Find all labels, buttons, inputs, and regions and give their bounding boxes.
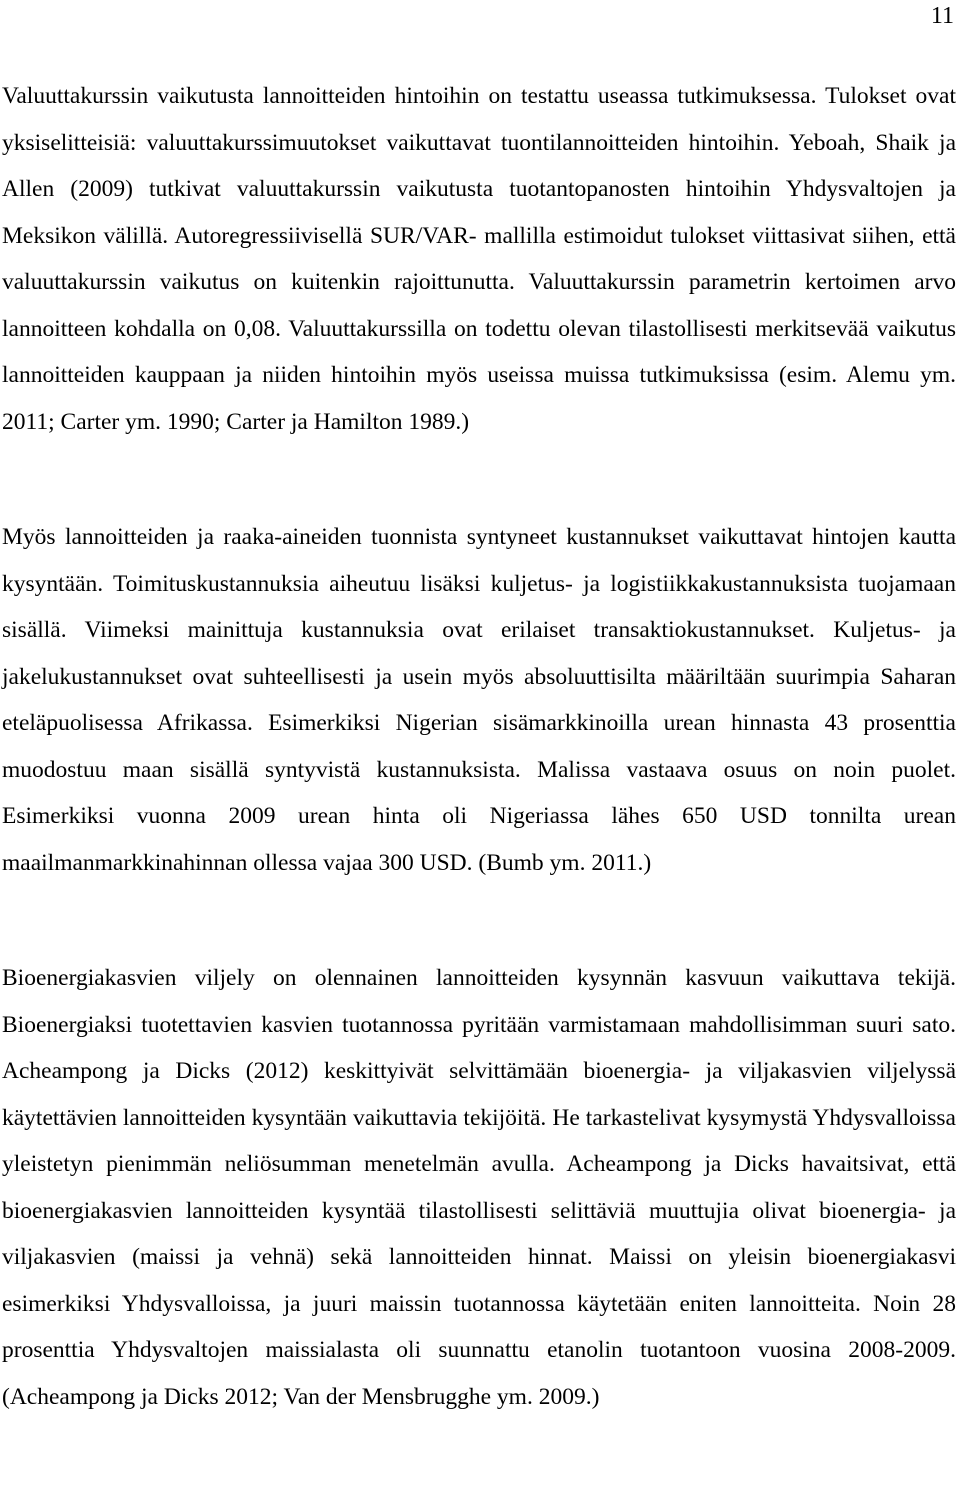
paragraph-bioenergy-crops: Bioenergiakasvien viljely on olennainen lannoitteiden kysynnän kasvuun vaikuttava tekijä. Bioenergiaksi tuotettavien kasvien tuotannossa pyritään varmistamaan mahdollisimman suuri sato. Acheampong ja Dicks (2012) keskittyivät selvittämään bioenergia- ja viljakasvien viljelyssä käytettävien lannoitteiden kysyntään vaikuttavia tekijöitä. He tarkastelivat kysymystä Yhdysvalloissa yleistetyn pienimmän neliösumman menetelmän avulla. Acheampong ja Dicks havaitsivat, että bioenergiakasvien lannoitteiden kysyntää tilastollisesti selittäviä muuttujia olivat bioenergia- ja viljakasvien (maissi ja vehnä) sekä lannoitteiden hinnat. Maissi on yleisin bioenergiakasvi esimerkiksi Yhdysvalloissa, ja juuri maissin tuotannossa käytetään eniten lannoitteita. Noin 28 prosenttia Yhdysvaltojen maissialasta oli suunnattu etanolin tuotantoon vuosina 2008-2009. (Acheampong ja Dicks 2012; Van der Mensbrugghe ym. 2009.) [2, 965, 956, 1410]
paragraph-exchange-rate: Valuuttakurssin vaikutusta lannoitteiden hintoihin on testattu useassa tutkimuksessa. Tulokset ovat yksiselitteisiä: valuuttakurssimuutokset vaikuttavat tuontilannoitteiden hintoihin. Yeboah, Shaik ja Allen (2009) tutkivat valuuttakurssin vaikutusta tuotantopanosten hintoihin Yhdysvaltojen ja Meksikon välillä. Autoregressiivisellä SUR/VAR- mallilla estimoidut tulokset viittasivat siihen, että valuuttakurssin vaikutus on kuitenkin rajoittunutta. Valuuttakurssin parametrin kertoimen arvo lannoitteen kohdalla on 0,08. Valuuttakurssilla on todettu olevan tilastollisesti merkitsevää vaikutus lannoitteiden kauppaan ja niiden hintoihin myös useissa muissa tutkimuksissa (esim. Alemu ym. 2011; Carter ym. 1990; Carter ja Hamilton 1989.) [2, 83, 956, 435]
page-number: 11 [930, 3, 954, 29]
paragraph-import-costs: Myös lannoitteiden ja raaka-aineiden tuonnista syntyneet kustannukset vaikuttavat hintojen kautta kysyntään. Toimituskustannuksia aiheutuu lisäksi kuljetus- ja logistiikkakustannuksista tuojamaan sisällä. Viimeksi mainittuja kustannuksia ovat erilaiset transaktiokustannukset. Kuljetus- ja jakelukustannukset ovat suhteellisesti ja usein myös absoluuttisilta määriltään suurimpia Saharan eteläpuolisessa Afrikassa. Esimerkiksi Nigerian sisämarkkinoilla urean hinnasta 43 prosenttia muodostuu maan sisällä syntyvistä kustannuksista. Malissa vastaava osuus on noin puolet. Esimerkiksi vuonna 2009 urean hinta oli Nigeriassa lähes 650 USD tonnilta urean maailmanmarkkinahinnan ollessa vajaa 300 USD. (Bumb ym. 2011.) [2, 524, 956, 876]
